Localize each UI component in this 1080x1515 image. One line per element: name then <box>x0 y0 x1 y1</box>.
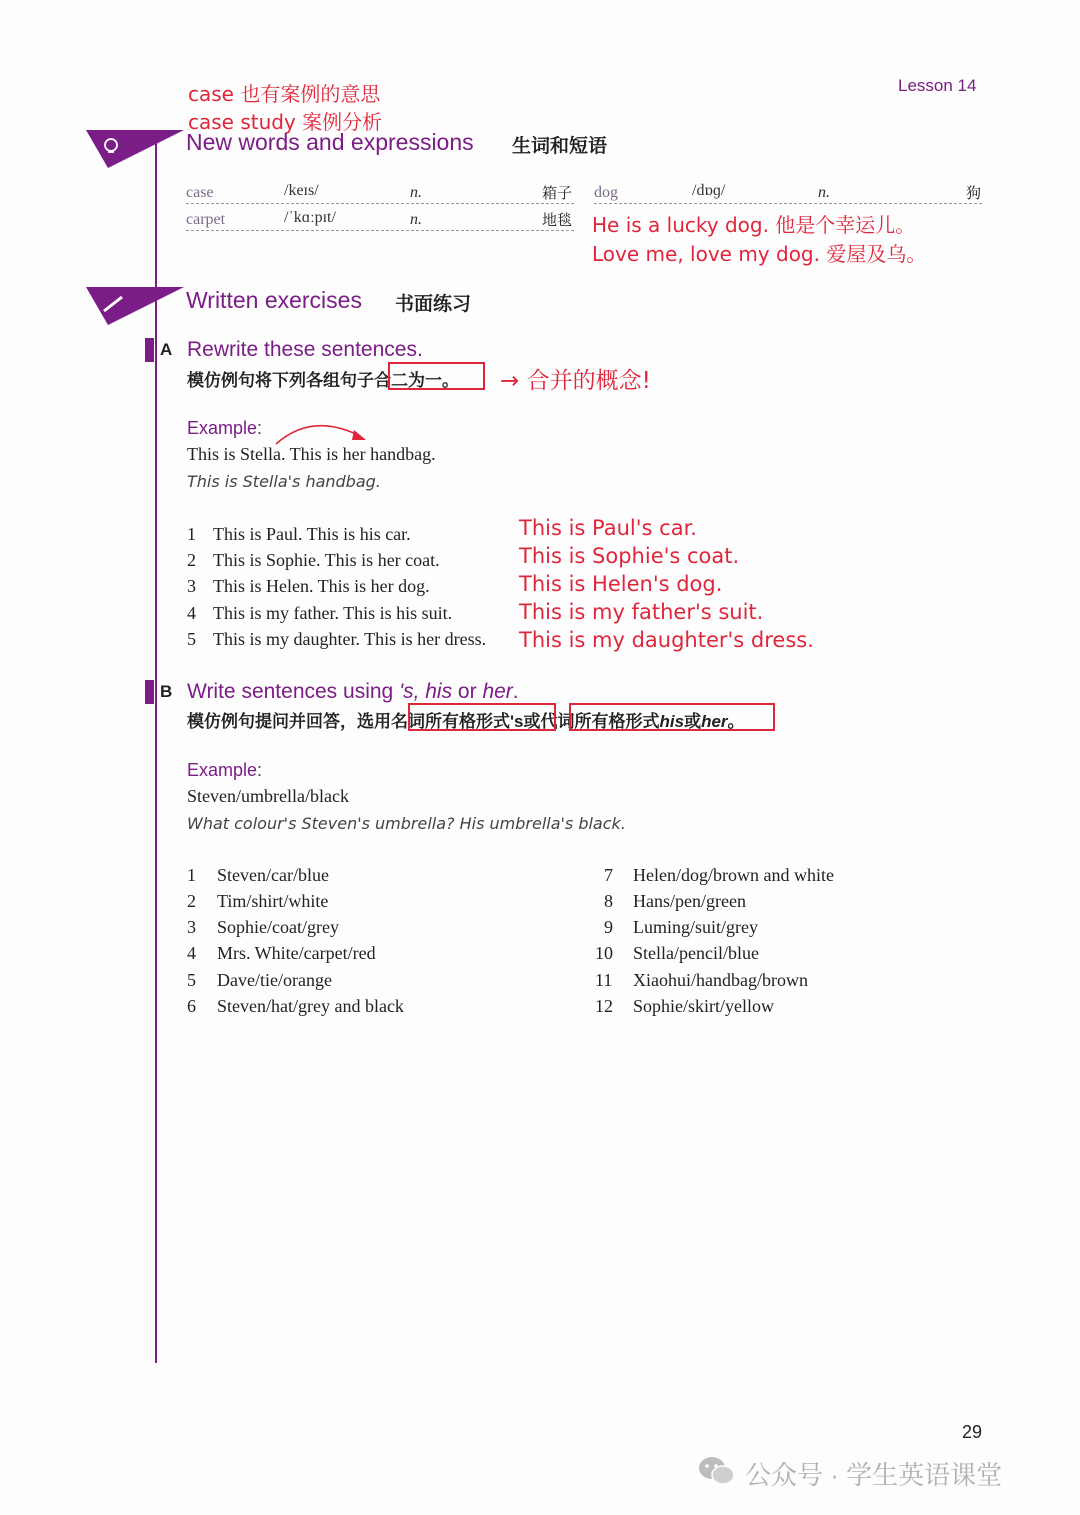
new-words-title: New words and expressions <box>186 129 474 155</box>
exercise-text: Steven/hat/grey and black <box>217 996 404 1016</box>
page-number: 29 <box>962 1422 983 1442</box>
highlight-box <box>569 703 775 731</box>
section-b-instruction-his: his <box>659 712 685 731</box>
exercise-text: Hans/pen/green <box>633 891 746 911</box>
vocab-word: case <box>186 184 214 201</box>
dotted-rule <box>186 203 574 204</box>
section-a-instruction-text: 模仿例句将下列各组句子 <box>187 371 374 390</box>
section-b-letter: B <box>160 682 173 701</box>
dotted-rule <box>186 230 574 231</box>
vocab-pos: n. <box>818 184 830 201</box>
exercise-text: This is my father. This is his suit. <box>213 603 453 623</box>
exercise-number: 5 <box>187 970 196 990</box>
exercise-number: 2 <box>187 550 196 570</box>
example-label: Example: <box>187 418 263 438</box>
section-b-instruction-box1: 名词所有格形式's <box>391 712 524 731</box>
section-b-instruction-text: 模仿例句提问并回答，选用 <box>187 712 391 731</box>
section-b-title-em2: her <box>482 680 513 703</box>
exercise-number: 8 <box>604 891 613 911</box>
example-question: Steven/umbrella/black <box>187 786 349 806</box>
vocab-pos: n. <box>410 211 422 228</box>
exercise-text: Mrs. White/carpet/red <box>217 943 376 963</box>
lesson-label: Lesson 14 <box>898 76 977 95</box>
vocab-cn: 箱子 <box>542 185 573 202</box>
section-b-title-post: . <box>512 680 519 703</box>
section-b-instruction-mid: 或 <box>523 712 541 731</box>
exercise-number: 4 <box>187 943 196 963</box>
exercise-number: 9 <box>604 917 613 937</box>
lightbulb-banner-icon <box>86 130 184 170</box>
note-love-my-dog: Love me, love my dog. 爱屋及乌。 <box>592 242 927 266</box>
exercise-number: 4 <box>187 603 196 623</box>
example-answer: This is Stella's handbag. <box>187 472 381 491</box>
exercise-text: Xiaohui/handbag/brown <box>633 970 808 990</box>
vocab-phonetic: /keɪs/ <box>284 182 319 199</box>
exercise-number: 10 <box>595 943 613 963</box>
note-case-meaning: case 也有案例的意思 <box>188 82 381 106</box>
section-a-instruction-boxed: 合二为一。 <box>374 371 459 390</box>
section-b-title <box>187 680 519 704</box>
section-b-title-text: Write sentences using <box>187 680 400 703</box>
section-b-title-em: 's, his <box>399 680 453 703</box>
exercise-number: 3 <box>187 917 196 937</box>
example-question: This is Stella. This is her handbag. <box>187 444 436 464</box>
exercise-text: Sophie/coat/grey <box>217 917 339 937</box>
section-b-bar <box>145 680 154 704</box>
section-a-title: Rewrite these sentences. <box>187 338 423 361</box>
exercise-number: 11 <box>595 970 613 990</box>
exercise-text: This is Helen. This is her dog. <box>213 576 430 596</box>
exercise-number: 1 <box>187 524 196 544</box>
exercise-number: 2 <box>187 891 196 911</box>
section-a-bar <box>145 338 154 362</box>
written-exercises-title-cn: 书面练习 <box>395 294 472 315</box>
exercise-text: This is Paul. This is his car. <box>213 524 411 544</box>
exercise-number: 7 <box>604 865 613 885</box>
dotted-rule <box>594 203 982 204</box>
exercise-text: Luming/suit/grey <box>633 917 758 937</box>
exercise-text: Dave/tie/orange <box>217 970 332 990</box>
section-b-title-mid: or <box>452 680 483 703</box>
section-a-letter: A <box>160 340 173 359</box>
written-exercises-title: Written exercises <box>186 287 362 313</box>
exercise-answer: This is my daughter's dress. <box>519 628 814 652</box>
vocab-cn: 地毯 <box>542 212 573 229</box>
exercise-answer: This is my father's suit. <box>519 600 764 624</box>
exercise-text: Tim/shirt/white <box>217 891 329 911</box>
exercise-text: Steven/car/blue <box>217 865 329 885</box>
highlight-box <box>408 703 556 731</box>
exercise-answer: This is Helen's dog. <box>519 572 723 596</box>
section-b-instruction-box2a: 代词所有格形式 <box>540 712 660 731</box>
exercise-number: 3 <box>187 576 196 596</box>
pencil-banner-icon <box>86 287 184 327</box>
exercise-text: Sophie/skirt/yellow <box>633 996 774 1016</box>
vocab-cn: 狗 <box>966 185 982 202</box>
vocab-word: dog <box>594 184 618 201</box>
section-b-instruction-her: her <box>701 712 728 731</box>
vocab-pos: n. <box>410 184 422 201</box>
section-b-instruction-or: 或 <box>684 712 702 731</box>
vocab-phonetic: /ˈkɑːpɪt/ <box>284 209 336 226</box>
new-words-title-cn: 生词和短语 <box>512 136 608 157</box>
exercise-number: 5 <box>187 629 196 649</box>
exercise-answer: This is Sophie's coat. <box>519 544 740 568</box>
highlight-box <box>388 362 485 390</box>
note-case-study: case study 案例分析 <box>188 110 383 134</box>
watermark: 公众号 · 学生英语课堂 <box>745 1460 1003 1490</box>
exercise-text: This is Sophie. This is her coat. <box>213 550 440 570</box>
example-answer: What colour's Steven's umbrella? His umbrella's black. <box>187 814 626 833</box>
vocab-phonetic: /dɒɡ/ <box>692 182 726 199</box>
exercise-answer: This is Paul's car. <box>519 516 697 540</box>
exercise-number: 12 <box>595 996 613 1016</box>
exercise-text: This is my daughter. This is her dress. <box>213 629 487 649</box>
exercise-text: Stella/pencil/blue <box>633 943 759 963</box>
vocab-word: carpet <box>186 211 226 228</box>
note-merge-concept: → 合并的概念! <box>500 368 651 394</box>
section-b-instruction-post: 。 <box>727 712 745 731</box>
example-label: Example: <box>187 760 263 780</box>
exercise-number: 6 <box>187 996 196 1016</box>
note-lucky-dog: He is a lucky dog. 他是个幸运儿。 <box>592 213 916 237</box>
wechat-icon <box>697 1455 737 1487</box>
exercise-text: Helen/dog/brown and white <box>633 865 834 885</box>
exercise-number: 1 <box>187 865 196 885</box>
